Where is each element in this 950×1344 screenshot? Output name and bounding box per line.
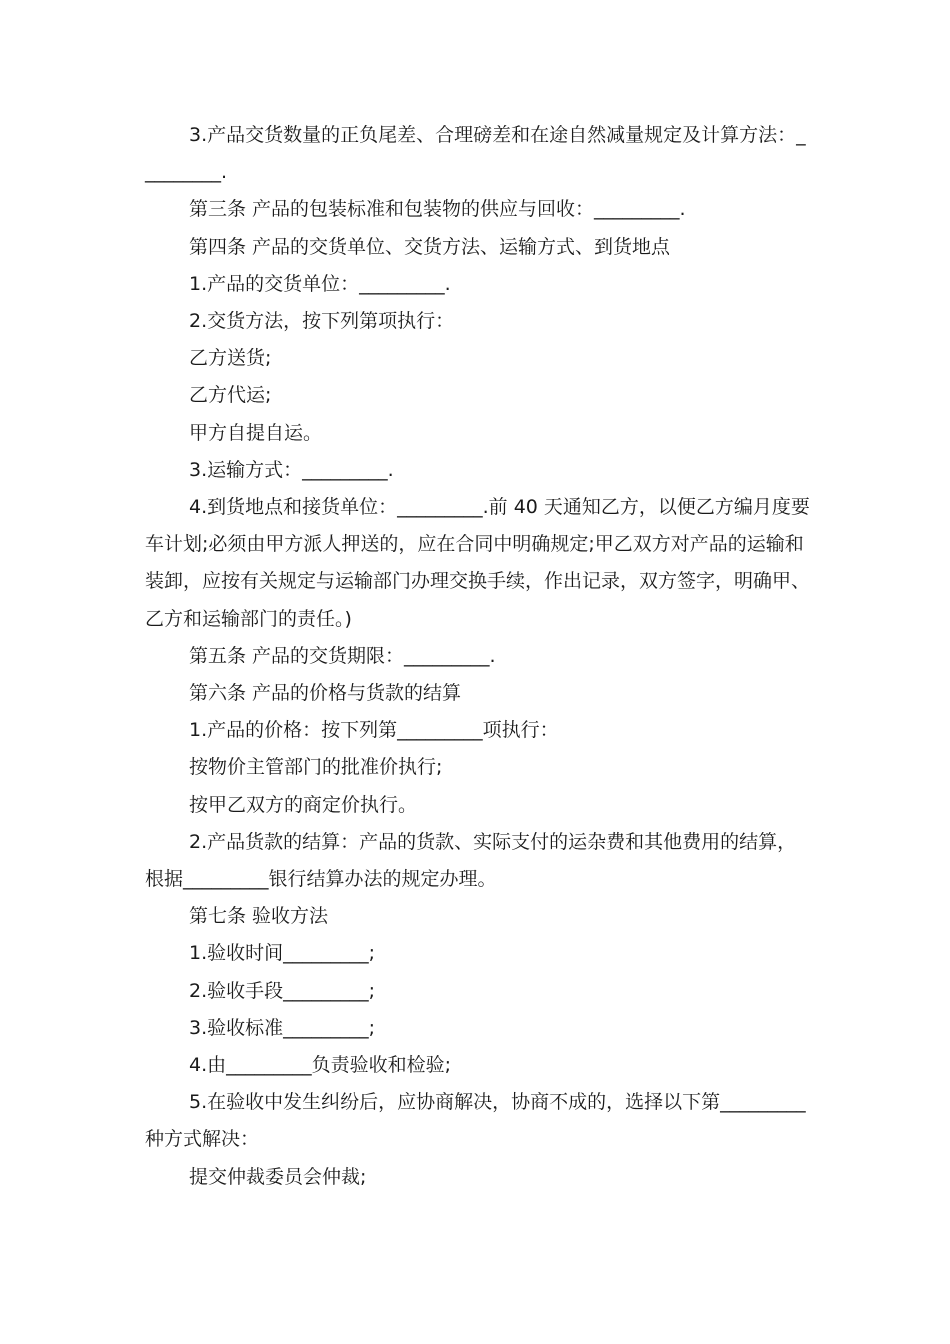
- paragraph-inspection-standard: 3.验收标准_________;: [189, 1016, 376, 1039]
- paragraph-article-5: 第五条 产品的交货期限：_________.: [189, 644, 496, 667]
- paragraph-article-3: 第三条 产品的包装标准和包装物的供应与回收：_________.: [189, 198, 686, 221]
- paragraph-option-agreed-price: 按甲乙双方的商定价执行。: [189, 793, 418, 816]
- document-body: [145, 117, 810, 1196]
- paragraph-article-6: 第六条 产品的价格与货款的结算: [189, 682, 462, 705]
- paragraph-inspection-time: 1.验收时间_________;: [189, 942, 376, 965]
- paragraph-settlement: 2.产品货款的结算：产品的货款、实际支付的运杂费和其他费用的结算，根据_________银行结算办法的规定办理。: [145, 830, 797, 891]
- paragraph-delivery-method: 2.交货方法，按下列第项执行：: [189, 310, 455, 333]
- paragraph-quantity-tolerance: 3.产品交货数量的正负尾差、合理磅差和在途自然减量规定及计算方法：_________.: [145, 124, 806, 184]
- paragraph-option-buyer-pickup: 甲方自提自运。: [189, 421, 323, 444]
- paragraph-option-seller-ships: 乙方代运;: [189, 384, 272, 407]
- paragraph-destination: 4.到货地点和接货单位：_________.前 40 天通知乙方，以便乙方编月度要车计划;必须由甲方派人押送的，应在合同中明确规定;甲乙双方对产品的运输和装卸，应按有关规定与运输部门办理交换手续，作出记录，双方签字，明确甲、乙方和运输部门的责任。): [145, 496, 811, 630]
- paragraph-delivery-unit: 1.产品的交货单位：_________.: [189, 272, 451, 295]
- paragraph-dispute: 5.在验收中发生纠纷后，应协商解决，协商不成的，选择以下第_________种方式解决：: [145, 1091, 806, 1151]
- paragraph-inspection-means: 2.验收手段_________;: [189, 979, 376, 1002]
- paragraph-option-seller-delivers: 乙方送货;: [189, 347, 272, 370]
- paragraph-inspection-party: 4.由_________负责验收和检验;: [189, 1054, 452, 1077]
- paragraph-option-approved-price: 按物价主管部门的批准价执行;: [189, 756, 443, 779]
- paragraph-transport-mode: 3.运输方式：_________.: [189, 458, 394, 481]
- paragraph-article-7: 第七条 验收方法: [189, 905, 329, 928]
- paragraph-option-arbitration: 提交仲裁委员会仲裁;: [189, 1165, 367, 1188]
- paragraph-article-4: 第四条 产品的交货单位、交货方法、运输方式、到货地点: [189, 235, 671, 258]
- paragraph-price: 1.产品的价格：按下列第_________项执行：: [189, 719, 559, 742]
